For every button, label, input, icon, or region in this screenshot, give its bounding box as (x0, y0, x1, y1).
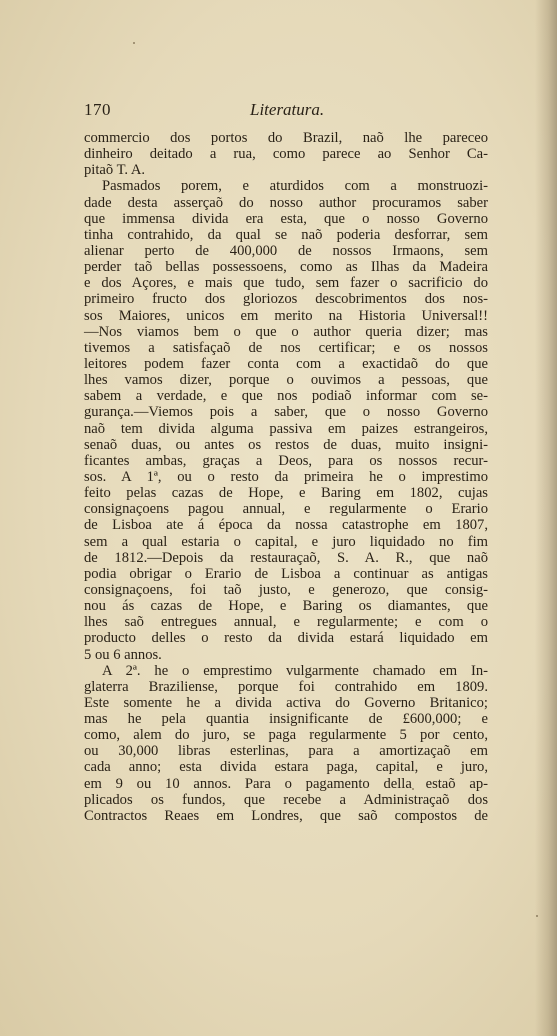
text-line: tinha contrahido, da qual se naõ poderia desforrar, sem (84, 226, 488, 243)
paper-speck (536, 915, 538, 917)
text-line: producto delles o resto da divida estará liquidado em (84, 630, 488, 647)
text-line: gurança.—Viemos pois a saber, que o nosso Governo (84, 404, 488, 421)
text-line: consignaçoens, foi taõ justo, e generozo, que consig- (84, 581, 488, 598)
text-line: de Lisboa ate á época da nossa catastrophe em 1807, (84, 517, 488, 534)
text-line: tivemos a satisfaçaõ de nos certificar; e os nossos (84, 339, 488, 356)
text-line: cada anno; esta divida estara paga, capital, e juro, (84, 759, 488, 776)
text-line: e dos Açores, e mais que tudo, sem fazer o sacrificio do (84, 275, 488, 292)
text-line: primeiro fructo dos gloriozos descobrimentos dos nos- (84, 291, 488, 308)
text-line: Este somente he a divida activa do Governo Britanico; (84, 694, 488, 711)
text-line: 5 ou 6 annos. (84, 646, 162, 663)
text-line: como, alem do juro, se paga regularmente 5 por cento, (84, 727, 488, 744)
text-line: sos Maiores, unicos em merito na Historia Universal!! (84, 307, 488, 324)
running-title: Literatura. (250, 100, 325, 119)
text-line: senaõ duas, ou antes os restos de duas, muito insigni- (84, 436, 488, 453)
text-line: commercio dos portos do Brazil, naõ lhe pareceo (84, 130, 488, 146)
text-line: A 2ª. he o emprestimo vulgarmente chamado em In- (102, 662, 488, 679)
text-line: leitores podem fazer conta com a exactidaõ do que (84, 355, 488, 372)
text-line: sabem a verdade, e que nos podiaõ informar com se- (84, 388, 488, 405)
text-line: dade desta asserçaõ do nosso author procuramos saber (84, 194, 488, 211)
text-line: glaterra Braziliense, porque foi contrahido em 1809. (84, 678, 488, 695)
text-line: pitaõ T. A. (84, 162, 146, 179)
text-line: Contractos Reaes em Londres, que saõ compostos de (84, 807, 488, 824)
text-line: alienar perto de 400,000 de nossos Irmaons, sem (84, 242, 488, 259)
text-line: consignaçoens pagou annual, e regularmente o Erario (84, 501, 488, 518)
text-line: em 9 ou 10 annos. Para o pagamento della estaõ ap- (84, 775, 488, 792)
text-line: lhes saõ entregues annual, e regularmente; e com o (84, 614, 488, 631)
text-line: de 1812.—Depois da restauraçaõ, S. A. R., que naõ (84, 549, 488, 566)
body-text (84, 130, 488, 824)
page-number: 170 (84, 100, 111, 119)
text-line: podia obrigar o Erario de Lisboa a continuar as antigas (84, 565, 488, 582)
text-line: mas he pela quantia insignificante de £600,000; e (84, 711, 488, 728)
text-line: sem a qual estaria o capital, e juro liquidado no fim (84, 533, 488, 550)
text-line: sos. A 1ª, ou o resto da primeira he o imprestimo (84, 468, 488, 485)
text-line: lhes vamos dizer, porque o ouvimos a pessoas, que (84, 372, 488, 389)
text-line: ficantes ambas, graças a Deos, para os nossos recur- (84, 452, 488, 469)
text-line: Pasmados porem, e aturdidos com a monstruozi- (102, 178, 488, 195)
gutter-shadow (535, 0, 557, 1036)
paper-speck (133, 42, 135, 44)
text-line: plicados os fundos, que recebe a Administraçaõ dos (84, 791, 488, 808)
text-line: nou ás cazas de Hope, e Baring os diamantes, que (84, 598, 488, 615)
text-line: que immensa divida era esta, que o nosso Governo (84, 210, 488, 227)
text-line: perder taõ bellas possessoens, como as Ilhas da Madeira (84, 259, 488, 276)
text-line: —Nos viamos bem o que o author queria dizer; mas (84, 323, 488, 340)
text-line: ou 30,000 libras esterlinas, para a amortizaçaõ em (84, 743, 488, 760)
text-line: feito pelas cazas de Hope, e Baring em 1802, cujas (84, 485, 488, 502)
text-line: naõ tem divida alguma passiva em paizes estrangeiros, (84, 420, 488, 437)
text-line: dinheiro deitado a rua, como parece ao Senhor Ca- (84, 146, 488, 163)
page-header (84, 100, 488, 124)
